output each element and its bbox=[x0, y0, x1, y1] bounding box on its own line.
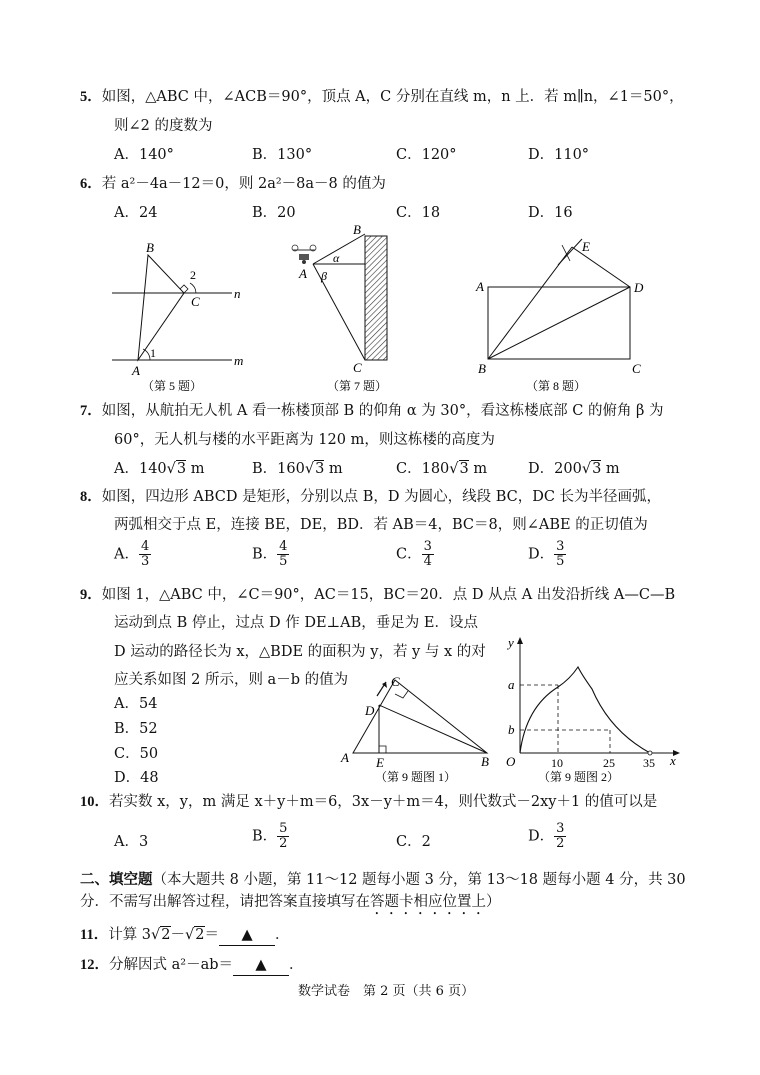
figure-7 bbox=[285, 220, 415, 395]
label-d: D bbox=[365, 703, 375, 718]
angle-2-arc bbox=[190, 283, 196, 293]
label-a: a bbox=[508, 677, 515, 692]
q8-option-b: B． $\frac{4}{5}$ bbox=[252, 539, 288, 569]
label-a: A bbox=[476, 279, 484, 294]
label-c: C bbox=[391, 674, 400, 689]
figure-9-2 bbox=[500, 633, 685, 785]
caption: （第 8 题） bbox=[526, 379, 587, 393]
figure-9-1 bbox=[335, 670, 500, 785]
label-1: 1 bbox=[150, 346, 156, 360]
tick-35: 35 bbox=[643, 756, 655, 770]
q10-option-c: C．2 bbox=[396, 834, 431, 850]
label-a: A bbox=[341, 750, 349, 765]
section-2-line1: 二、填空题（本大题共 8 小题，第 11～12 题每小题 3 分，第 13～18 题每小题 4 分，共 30 bbox=[80, 872, 686, 888]
q8-option-c: C． $\frac{3}{4}$ bbox=[396, 539, 432, 569]
q11-answer-blank[interactable]: ▲ bbox=[219, 925, 275, 946]
q6-option-a: A．24 bbox=[114, 205, 158, 221]
label-e: E bbox=[582, 239, 590, 254]
q12-line: 12．分解因式 a²－ab＝ ▲ ． bbox=[80, 955, 304, 976]
q7-line2: 60°，无人机与楼的水平距离为 120 m，则这栋楼的高度为 bbox=[114, 432, 495, 448]
q9-line1: 9．如图 1，△ABC 中，∠C＝90°，AC＝15，BC＝20．点 D 从点 A 出发沿折线 A—C—B bbox=[80, 587, 676, 603]
q10-line1: 10．若实数 x，y，m 满足 x＋y＋m＝6，3x－y＋m＝4，则代数式－2xy＋1 的值可以是 bbox=[80, 794, 658, 810]
caption: （第 7 题） bbox=[327, 379, 388, 393]
right-angle-mark bbox=[180, 285, 188, 293]
q10-option-b: B． $\frac{5}{2}$ bbox=[252, 821, 288, 851]
q5-option-b: B．130° bbox=[252, 147, 313, 163]
right-angle-e bbox=[379, 746, 386, 753]
line-db bbox=[379, 705, 487, 753]
label-e: E bbox=[376, 755, 384, 770]
q7-option-b: B．160√3 m bbox=[252, 461, 343, 477]
line-bd bbox=[488, 287, 630, 359]
drone-icon bbox=[292, 245, 316, 264]
q8-option-a: A． $\frac{4}{3}$ bbox=[114, 539, 150, 569]
q5-option-a: A．140° bbox=[114, 147, 174, 163]
q5-option-c: C．120° bbox=[396, 147, 457, 163]
q9-option-c: C．50 bbox=[114, 746, 159, 762]
label-2: 2 bbox=[190, 268, 196, 282]
q6-option-c: C．18 bbox=[396, 205, 441, 221]
q5-option-d: D．110° bbox=[528, 147, 590, 163]
label-c: C bbox=[632, 361, 641, 376]
q9-option-b: B．52 bbox=[114, 721, 158, 737]
triangle-abc bbox=[138, 255, 184, 360]
label-y: y bbox=[508, 635, 514, 650]
label-b: B bbox=[353, 222, 361, 237]
page-footer: 数学试卷 第 2 页（共 6 页） bbox=[298, 984, 475, 999]
q6-option-b: B．20 bbox=[252, 205, 296, 221]
q12-answer-blank[interactable]: ▲ bbox=[233, 955, 289, 976]
label-alpha: α bbox=[333, 251, 340, 265]
q6-option-d: D．16 bbox=[528, 205, 573, 221]
q7-line1: 7．如图，从航拍无人机 A 看一栋楼顶部 B 的仰角 α 为 30°，看这栋楼底部 C 的俯角 β 为 bbox=[80, 403, 664, 419]
label-b: b bbox=[508, 722, 515, 737]
label-a: A bbox=[132, 363, 140, 378]
q7-option-c: C．180√3 m bbox=[396, 461, 488, 477]
label-b: B bbox=[146, 240, 154, 255]
label-c: C bbox=[191, 294, 200, 309]
tick-10: 10 bbox=[551, 756, 563, 770]
label-b: B bbox=[481, 754, 489, 769]
q9-option-d: D．48 bbox=[114, 770, 159, 786]
caption: （第 5 题） bbox=[142, 379, 203, 393]
caption: （第 9 题图 1） bbox=[375, 770, 457, 784]
tick-25: 25 bbox=[603, 756, 615, 770]
q9-line4: 应关系如图 2 所示，则 a－b 的值为 bbox=[114, 672, 349, 688]
q10-option-a: A．3 bbox=[114, 834, 149, 850]
label-beta: β bbox=[321, 269, 327, 283]
q6-line1: 6．若 a²－4a－12＝0，则 2a²－8a－8 的值为 bbox=[80, 176, 386, 192]
q8-line2: 两弧相交于点 E，连接 BE，DE，BD．若 AB＝4，BC＝8，则∠ABE 的正切值为 bbox=[114, 517, 648, 533]
label-a: A bbox=[299, 266, 307, 281]
q9-line3: D 运动的路径长为 x，△BDE 的面积为 y，若 y 与 x 的对 bbox=[114, 644, 486, 660]
label-n: n bbox=[234, 286, 241, 301]
label-b: B bbox=[478, 361, 486, 376]
label-d: D bbox=[634, 280, 644, 295]
building bbox=[365, 236, 387, 360]
q7-option-d: D．200√3 m bbox=[528, 461, 620, 477]
q5-line2: 则∠2 的度数为 bbox=[114, 118, 213, 134]
label-m: m bbox=[234, 353, 244, 368]
caption: （第 9 题图 2） bbox=[538, 770, 620, 784]
endpoint-35 bbox=[648, 751, 652, 755]
q8-option-d: D． $\frac{3}{5}$ bbox=[528, 539, 565, 569]
q7-option-a: A．140√3 m bbox=[114, 461, 205, 477]
curve bbox=[520, 667, 650, 753]
q9-option-a: A．54 bbox=[114, 696, 158, 712]
y-axis-arrow bbox=[517, 637, 523, 644]
q8-line1: 8．如图，四边形 ABCD 是矩形，分别以点 B，D 为圆心，线段 BC，DC 长为半径画弧， bbox=[80, 489, 662, 505]
label-x: x bbox=[670, 753, 676, 768]
figure-8 bbox=[470, 235, 660, 395]
q10-option-d: D． $\frac{3}{2}$ bbox=[528, 821, 565, 851]
label-o: O bbox=[506, 754, 516, 769]
figure-5 bbox=[100, 235, 260, 395]
section-2-line2: 分．不需写出解答过程，请把答案直接填写在答题卡相应位置上） bbox=[80, 894, 501, 910]
line-de bbox=[572, 247, 630, 287]
q5-line1: 5．如图，△ABC 中，∠ACB＝90°，顶点 A，C 分别在直线 m，n 上．若 m∥n，∠1＝50°， bbox=[80, 89, 684, 105]
q11-line: 11．计算 3√2－√2＝ ▲ ． bbox=[80, 925, 290, 946]
q9-line2: 运动到点 B 停止，过点 D 作 DE⊥AB，垂足为 E．设点 bbox=[114, 615, 478, 631]
label-c: C bbox=[353, 360, 362, 375]
right-angle-c bbox=[395, 691, 408, 698]
